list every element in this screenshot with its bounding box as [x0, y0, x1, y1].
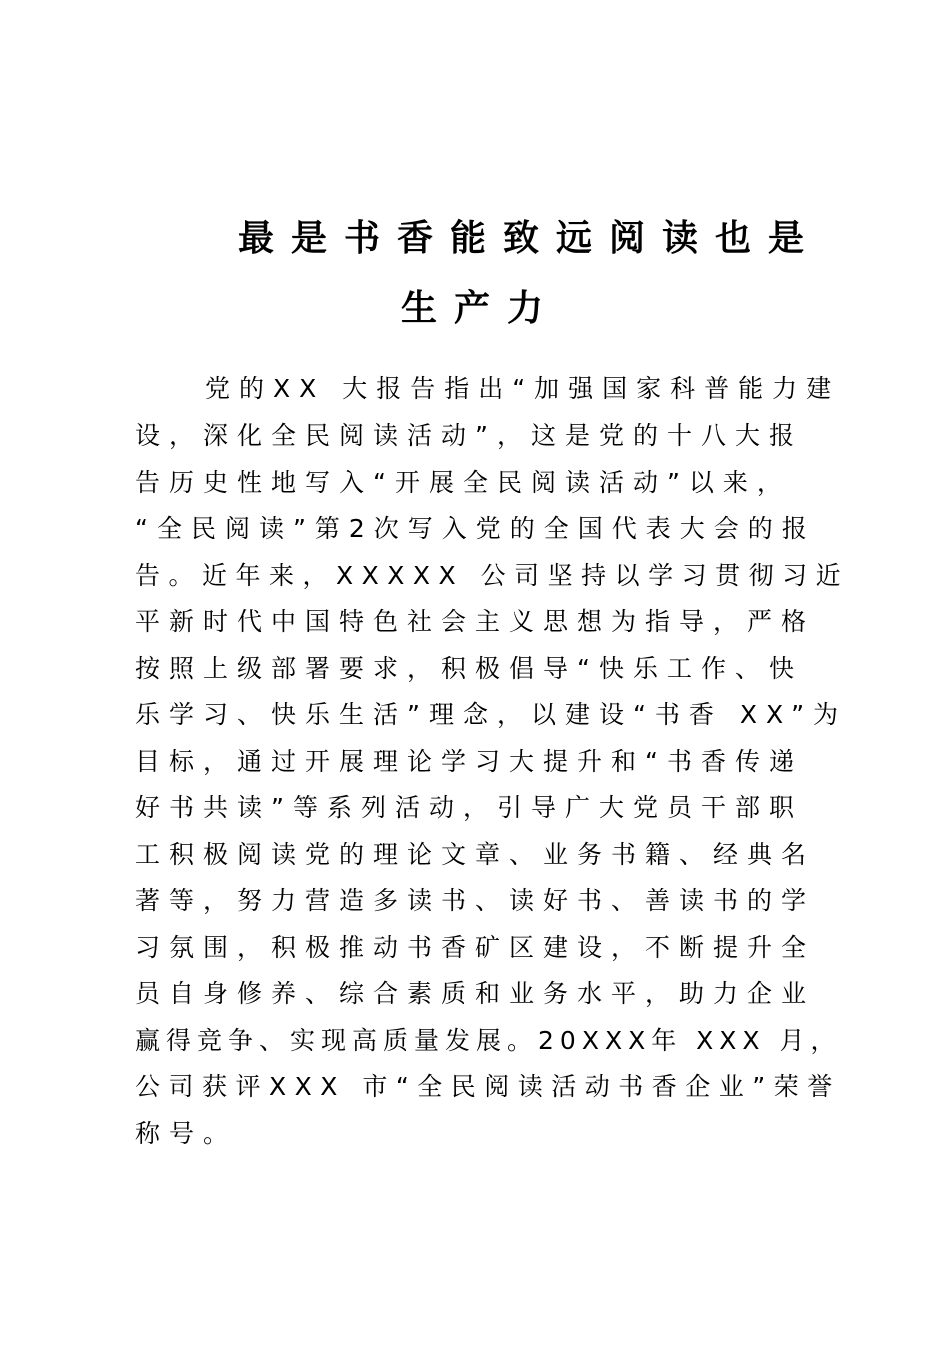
paragraph-line-5: 告。近年来，XXXXX 公司坚持以学习贯彻习近 — [135, 561, 850, 590]
paragraph-line-3: 告历史性地写入“开展全民阅读活动”以来， — [135, 468, 791, 497]
paragraph-line-11: 工积极阅读党的理论文章、业务书籍、经典名 — [135, 840, 816, 869]
paragraph-line-1: 党的XX 大报告指出“加强国家科普能力建 — [205, 374, 841, 403]
paragraph-line-10: 好书共读”等系列活动，引导广大党员干部职 — [135, 793, 803, 822]
paragraph-line-15: 赢得竞争、实现高质量发展。20XXX年 XXX 月， — [135, 1026, 842, 1055]
paragraph-line-4: “全民阅读”第2次写入党的全国代表大会的报 — [135, 514, 816, 543]
paragraph-line-8: 乐学习、快乐生活”理念，以建设“书香 XX”为 — [135, 700, 848, 729]
paragraph-line-2: 设，深化全民阅读活动”，这是党的十八大报 — [135, 421, 803, 450]
paragraph-line-12: 著等，努力营造多读书、读好书、善读书的学 — [135, 886, 816, 915]
paragraph-line-6: 平新时代中国特色社会主义思想为指导，严格 — [135, 607, 816, 636]
paragraph-line-13: 习氛围，积极推动书香矿区建设，不断提升全 — [135, 933, 816, 962]
paragraph-line-16: 公司获评XXX 市“全民阅读活动书香企业”荣誉 — [135, 1072, 841, 1101]
document-title-line-1: 最是书香能致远阅读也是 — [238, 218, 822, 259]
paragraph-line-17: 称号。 — [135, 1119, 238, 1148]
paragraph-line-7: 按照上级部署要求，积极倡导“快乐工作、快 — [135, 654, 803, 683]
paragraph-line-14: 员自身修养、综合素质和业务水平，助力企业 — [135, 979, 816, 1008]
document-title-line-2: 生产力 — [401, 288, 561, 329]
paragraph-line-9: 目标，通过开展理论学习大提升和“书香传递 — [135, 747, 803, 776]
